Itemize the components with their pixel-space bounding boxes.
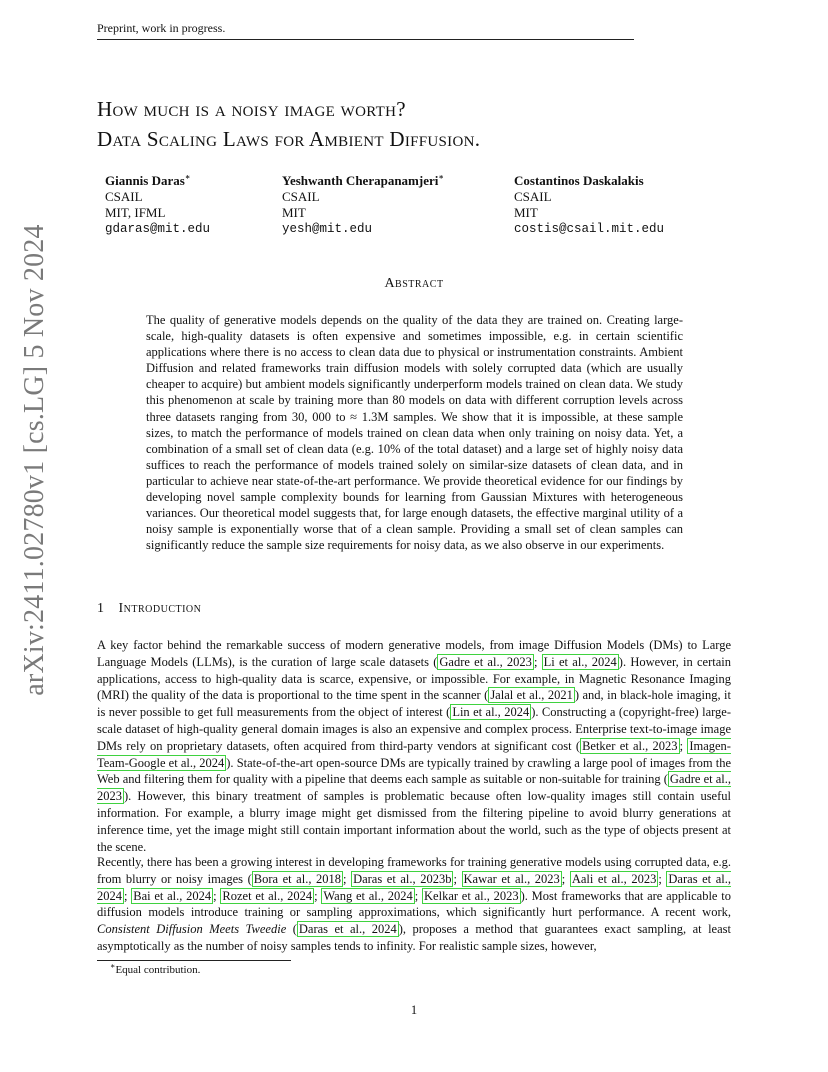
author-email[interactable]: costis@csail.mit.edu <box>514 222 665 236</box>
citation-link[interactable]: Kawar et al., 2023 <box>463 871 560 886</box>
citation-link[interactable]: Li et al., 2024 <box>543 654 617 669</box>
citation-link[interactable]: Bora et al., 2018 <box>253 871 342 886</box>
author-affiliation: MIT, IFML <box>105 205 166 220</box>
emphasized-title: Consistent Diffusion Meets Tweedie <box>97 922 287 937</box>
footnote: ∗Equal contribution. <box>110 961 201 976</box>
author-affiliation: MIT <box>514 205 538 220</box>
abstract-heading: Abstract <box>384 276 444 291</box>
citation-link[interactable]: Lin et al., 2024 <box>452 705 530 720</box>
citation-link[interactable]: Daras et al., 2024 <box>97 871 731 903</box>
citation-link[interactable]: Jalal et al., 2021 <box>490 688 573 703</box>
author-name: Yeshwanth Cherapanamjeri∗ <box>282 172 444 188</box>
author-affiliation: CSAIL <box>514 189 552 204</box>
citation-link[interactable]: Gadre et al., 2023 <box>439 654 532 669</box>
author-affiliation: CSAIL <box>105 189 143 204</box>
section-title: Introduction <box>118 601 202 616</box>
author-name: Giannis Daras∗ <box>105 172 191 188</box>
arxiv-identifier: arXiv:2411.02780v1 [cs.LG] 5 Nov 2024 <box>19 224 50 696</box>
citation-link[interactable]: Wang et al., 2024 <box>323 888 413 903</box>
paragraph: A key factor behind the remarkable success of modern generative models, from image Diffusion Models (DMs) to Large Language Models (LLMs), is the curation of large scale datasets ( Gadre et al., 2023 ; Li et al., 2024 ). However, in certain applications, access to high-quality data is scarce, expensive, or impossible. For example, in Magnetic Resonance Imaging (MRI) the quality of the data is proportional to the time spent in the scanner ( Jalal et al., 2021 ) and, in black-hole imaging, it is never possible to get full measurements from the object of interest ( Lin et al., 2024 ). Constructing a (copyright-free) large-scale dataset of high-quality general domain images is also an expensive and complex process. Enterprise text-to-image image DMs rely on proprietary datasets, often acquired from third-party vendors at significant cost ( Betker et al., 2023 ; Imagen-Team-Google et al., 2024 ). State-of-the-art open-source DMs are typically trained by crawling a large pool of images from the Web and filtering them for quality with a pipeline that deems each sample as suitable or non-suitable for training ( Gadre et al., 2023 ). However, this binary treatment of samples is problematic because often low-quality images still contain useful information. For example, a blurry image might get dismissed from the filtering pipeline to avoid blurry generations at inference time, yet the image might still contain important information about the world, such as the type of objects present at the scene. <box>97 638 732 854</box>
citation-link[interactable]: Imagen-Team-Google et al., 2024 <box>97 738 731 770</box>
citation-link[interactable]: Betker et al., 2023 <box>582 738 678 753</box>
author-affiliation: CSAIL <box>282 189 320 204</box>
paragraph: Recently, there has been a growing interest in developing frameworks for training generative models using corrupted data, e.g. from blurry or noisy images ( Bora et al., 2018 ; Daras et al., 2023b ; Kawar et al., 2023 ; Aali et al., 2023 ; Daras et al., 2024 ; Bai et al., 2024 ; Rozet et al., 2024 ; Wang et al., 2024 ; Kelkar et al., 2023 ). Most frameworks that are applicable to diffusion models introduce training or sampling approximations, which significantly hurt performance. A recent work, Consistent Diffusion Meets Tweedie ( Daras et al., 2024 ), proposes a method that guarantees exact sampling, at least asymptotically as the number of noisy samples tends to infinity. For realistic sample sizes, however, <box>97 855 731 953</box>
citation-link[interactable]: Gadre et al., 2023 <box>97 772 732 804</box>
author-block <box>514 173 664 237</box>
citation-link[interactable]: Daras et al., 2024 <box>298 922 397 937</box>
citation-link[interactable]: Daras et al., 2023b <box>353 871 452 886</box>
citation-link[interactable]: Aali et al., 2023 <box>571 871 657 886</box>
section-number: 1 <box>97 601 105 616</box>
title-line-2: Data Scaling Laws for Ambient Diffusion. <box>97 127 481 151</box>
page-number: 1 <box>410 1003 418 1017</box>
citation-link[interactable]: Rozet et al., 2024 <box>222 888 313 903</box>
author-name: Costantinos Daskalakis <box>514 173 644 188</box>
section-heading <box>97 601 201 617</box>
author-email[interactable]: yesh@mit.edu <box>282 222 373 236</box>
paper-title <box>97 94 737 154</box>
citation-link[interactable]: Bai et al., 2024 <box>133 888 212 903</box>
author-block <box>105 173 210 237</box>
footnote-divider <box>97 960 291 961</box>
running-header: Preprint, work in progress. <box>97 21 634 40</box>
title-line-1: How much is a noisy image worth? <box>97 97 406 121</box>
abstract-text: The quality of generative models depends on the quality of the data they are trained on. Creating large-scale, high-quality datasets is often expensive and sometimes impossible, e.g. in certain scientific applications where there is no access to clean data due to physical or instrumentation constraints. Ambient Diffusion and related frameworks train diffusion models with solely corrupted data (which are usually cheaper to acquire) but ambient models significantly underperform models trained on clean data. We study this phenomenon at scale by training more than 80 models on data with different corruption levels across three datasets ranging from 30, 000 to ≈ 1.3M samples. We show that it is impossible, at these sample sizes, to match the performance of models trained on clean data when only training on noisy data. Yet, a combination of a small set of clean data (e.g. 10% of the total dataset) and a large set of highly noisy data suffices to reach the performance of models trained solely on similar-size datasets of clean data, and in particular to achieve near state-of-the-art performance. We provide theoretical evidence for our findings by developing novel sample complexity bounds for learning from Gaussian Mixtures with heterogeneous variances. Our theoretical model suggests that, for large enough datasets, the effective marginal utility of a noisy sample is exponentially worse that of a clean sample. Providing a small set of clean samples can significantly reduce the sample size requirements for noisy data, as we also observe in our experiments. <box>146 313 683 553</box>
author-affiliation: MIT <box>282 205 306 220</box>
author-block <box>282 173 444 237</box>
author-email[interactable]: gdaras@mit.edu <box>105 222 211 236</box>
citation-link[interactable]: Kelkar et al., 2023 <box>424 888 519 903</box>
